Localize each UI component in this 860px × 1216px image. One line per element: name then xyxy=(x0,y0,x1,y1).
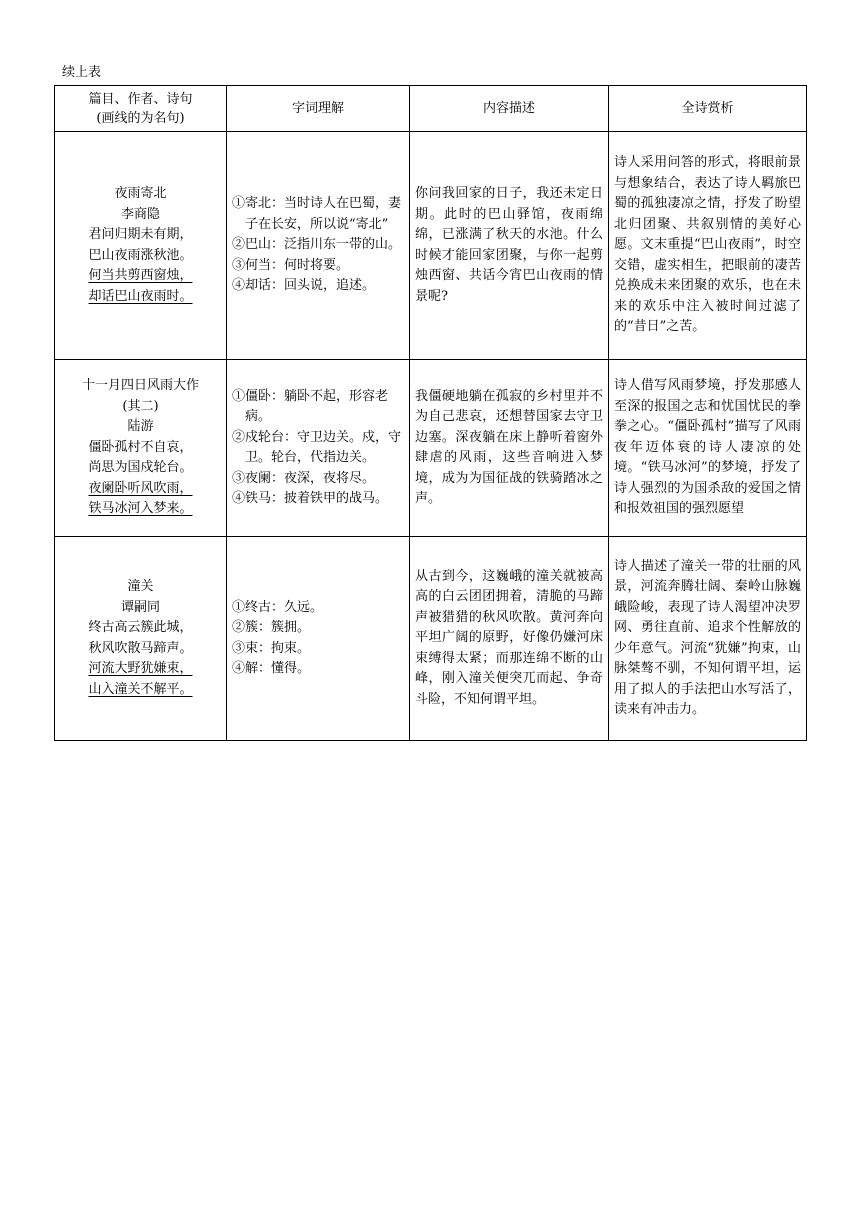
header-content: 内容描述 xyxy=(410,86,609,132)
header-poem-line-2: (画线的为名句) xyxy=(96,110,185,126)
content-cell: 从古到今，这巍峨的潼关就被高高的白云团团拥着，清脆的马蹄声被猎猎的秋风吹散。黄河奔向平坦广阔的原野，好像仍嫌河床束缚得太紧；而那连绵不断的山峰，刚入潼关便突兀而起、争奇斗险，不知何谓平坦。 xyxy=(410,537,609,741)
famous-line: 铁马冰河入梦来。 xyxy=(88,501,193,517)
poem-cell xyxy=(55,537,227,741)
word-note: ③夜阑：夜深，夜将尽。 xyxy=(232,470,376,486)
poem-line: 终古高云簇此城， xyxy=(88,620,193,635)
famous-line: 却话巴山夜雨时。 xyxy=(88,288,193,304)
famous-line: 山入潼关不解平。 xyxy=(88,681,193,697)
famous-line: 夜阑卧听风吹雨， xyxy=(88,480,193,496)
word-note: ②巴山：泛指川东一带的山。 xyxy=(232,237,402,253)
poem-author: 李商隐 xyxy=(120,206,160,222)
header-row xyxy=(55,86,807,132)
header-poem-line-1: 篇目、作者、诗句 xyxy=(88,91,193,107)
poem-author: 谭嗣同 xyxy=(120,599,160,615)
poem-line: 秋风吹散马蹄声。 xyxy=(88,640,193,656)
header-poem xyxy=(55,86,227,132)
word-note: ②簇：簇拥。 xyxy=(232,620,311,635)
word-note: ①寄北：当时诗人在巴蜀，妻子在长安，所以说“寄北” xyxy=(232,196,402,232)
table-row xyxy=(55,537,807,741)
table-continuation-caption: 续上表 xyxy=(62,65,102,80)
word-note: ③束：拘束。 xyxy=(232,640,311,656)
poem-cell xyxy=(55,132,227,360)
famous-line: 何当共剪西窗烛， xyxy=(88,268,193,283)
header-analysis: 全诗赏析 xyxy=(609,86,807,132)
poem-author: 陆游 xyxy=(127,419,154,435)
famous-line: 河流大野犹嫌束， xyxy=(88,661,193,676)
poem-title: 夜雨寄北 xyxy=(114,186,167,201)
analysis-cell: 诗人描述了潼关一带的壮丽的风景，河流奔腾壮阔、秦岭山脉巍峨险峻，表现了诗人渴望冲决罗网、勇往直前、追求个性解放的少年意气。河流“犹嫌”拘束，山脉桀骜不驯，不知何谓平坦，运用了拟人的手法把山水写活了，读来有冲击力。 xyxy=(609,537,807,741)
content-cell: 你问我回家的日子，我还未定日期。此时的巴山驿馆，夜雨绵绵，已涨满了秋天的水池。什么时候才能回家团聚，与你一起剪烛西窗、共话今宵巴山夜雨的情景呢? xyxy=(410,132,609,360)
word-note: ①僵卧：躺卧不起，形容老病。 xyxy=(232,388,389,424)
word-note: ②戍轮台：守卫边关。戍，守卫。轮台，代指边关。 xyxy=(232,429,402,465)
poem-title: 十一月四日风雨大作 xyxy=(81,378,199,394)
word-note: ④铁马：披着铁甲的战马。 xyxy=(232,491,389,506)
word-note: ④却话：回头说，追述。 xyxy=(232,278,376,294)
analysis-cell: 诗人借写风雨梦境，抒发那感人至深的报国之志和忧国忧民的拳拳之心。“僵卧孤村”描写了风雨夜年迈体衰的诗人凄凉的处境。“铁马冰河”的梦境，抒发了诗人强烈的为国杀敌的爱国之情和报效祖国的强烈愿望 xyxy=(609,360,807,537)
table-row xyxy=(55,360,807,537)
words-cell xyxy=(227,537,410,741)
poem-title: 潼关 xyxy=(127,579,154,594)
table-row xyxy=(55,132,807,360)
poem-title-sub: (其二) xyxy=(122,398,159,414)
analysis-cell: 诗人采用问答的形式，将眼前景与想象结合，表达了诗人羁旅巴蜀的孤独凄凉之情，抒发了盼望北归团聚、共叙别情的美好心愿。文末重提“巴山夜雨”，时空交错，虚实相生，把眼前的凄苦兑换成未来团聚的欢乐，也在未来的欢乐中注入被时间过滤了的“昔日”之苦。 xyxy=(609,132,807,360)
word-note: ④解：懂得。 xyxy=(232,661,311,676)
word-note: ①终古：久远。 xyxy=(232,599,324,615)
content-cell: 我僵硬地躺在孤寂的乡村里并不为自己悲哀，还想替国家去守卫边塞。深夜躺在床上静听着窗外肆虐的风雨，这些音响进入梦境，成为为国征战的铁骑踏冰之声。 xyxy=(410,360,609,537)
poem-cell xyxy=(55,360,227,537)
poem-line: 僵卧孤村不自哀， xyxy=(88,439,193,455)
poem-line: 巴山夜雨涨秋池。 xyxy=(88,247,193,263)
word-note: ③何当：何时将要。 xyxy=(232,257,350,273)
poem-table xyxy=(54,85,807,741)
words-cell xyxy=(227,360,410,537)
poem-line: 尚思为国戍轮台。 xyxy=(88,460,193,476)
header-words: 字词理解 xyxy=(227,86,410,132)
words-cell xyxy=(227,132,410,360)
poem-line: 君问归期未有期， xyxy=(88,227,193,242)
